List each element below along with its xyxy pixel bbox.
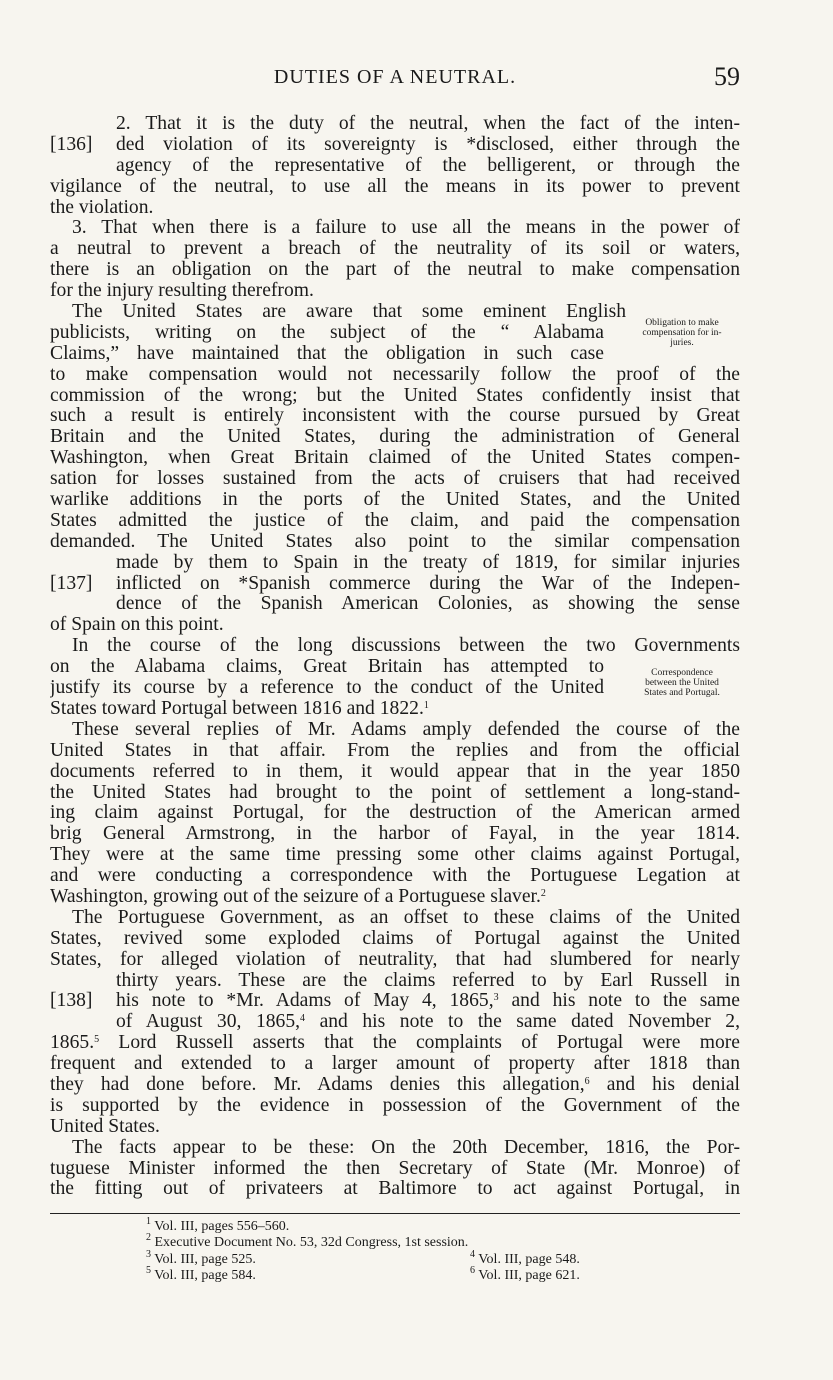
- page-header: [50, 62, 740, 96]
- footnote: [146, 1265, 256, 1283]
- footnote-divider: [50, 1213, 740, 1214]
- text-line: They were at the same time pressing some other claims against Portugal,: [50, 845, 740, 866]
- text-line: [50, 574, 740, 595]
- text-line: on the Alabama claims, Great Britain has attempted to: [50, 657, 604, 678]
- footnote-text: Vol. III, page 584.: [154, 1268, 256, 1283]
- text-line: a neutral to prevent a breach of the neutrality of its soil or waters,: [50, 239, 740, 260]
- original-page-marker: [138]: [50, 990, 93, 1012]
- text-line: brig General Armstrong, in the harbor of Fayal, in the year 1814.: [50, 824, 740, 845]
- text-line: [50, 135, 740, 156]
- text-fragment: 1865.: [50, 1033, 95, 1054]
- text-line: dence of the Spanish American Colonies, as showing the sense: [116, 594, 740, 615]
- text-line: the United States had brought to the point of settlement a long-stand-: [50, 782, 740, 803]
- footnote-ref: 4: [300, 1013, 306, 1025]
- side-note-line: juries.: [670, 338, 694, 348]
- text-fragment: his note to *Mr. Adams of May 4, 1865,: [116, 990, 494, 1012]
- text-line: [50, 1012, 740, 1033]
- text-line: warlike additions in the ports of the United States, and the United: [50, 490, 740, 511]
- text-line: The Portuguese Government, as an offset to these claims of the United: [72, 907, 740, 928]
- text-line: tuguese Minister informed the then Secretary of State (Mr. Monroe) of: [50, 1158, 740, 1179]
- side-note-line: Obligation to make: [645, 318, 719, 328]
- body-text: [50, 114, 740, 1200]
- text-line: [50, 1075, 740, 1096]
- text-line: The facts appear to be these: On the 20th December, 1816, the Por-: [72, 1137, 740, 1158]
- footnote-number: 2: [146, 1232, 151, 1243]
- text-fragment: of August 30, 1865,: [116, 1012, 301, 1033]
- text-line: documents referred to in them, it would appear that in the year 1850: [50, 761, 740, 782]
- text-fragment: and his denial: [589, 1074, 740, 1095]
- text-line: publicists, writing on the subject of the “ Alabama: [50, 322, 604, 343]
- footnote-ref: 1: [423, 699, 429, 711]
- side-note-line: compensation for in-: [642, 328, 722, 338]
- text-line: The United States are aware that some eminent English: [72, 302, 626, 323]
- text-line: commission of the wrong; but the United States confidently insist that: [50, 385, 740, 406]
- footnote-number: 3: [146, 1249, 151, 1260]
- text-line: States, for alleged violation of neutrality, that had slumbered for nearly: [50, 949, 740, 970]
- text-line-content: States toward Portugal between 1816 and 1822.: [50, 698, 424, 719]
- running-title: DUTIES OF A NEUTRAL.: [273, 66, 517, 88]
- text-line: States, revived some exploded claims of Portugal against the United: [50, 928, 740, 949]
- side-note-line: between the United: [645, 678, 719, 688]
- side-note-line: Correspondence: [651, 668, 713, 678]
- footnote-text: Executive Document No. 53, 32d Congress, 1st session.: [154, 1235, 469, 1250]
- text-line: demanded. The United States also point to the similar compensation: [50, 531, 740, 552]
- footnote: [146, 1249, 256, 1267]
- text-line: thirty years. These are the claims referred to by Earl Russell in: [116, 970, 740, 991]
- original-page-marker: [136]: [50, 133, 93, 155]
- text-line: 3. That when there is a failure to use all the means in the power of: [72, 218, 740, 239]
- footnote-ref: 2: [540, 887, 546, 899]
- text-line: is supported by the evidence in possession of the Government of the: [50, 1095, 740, 1116]
- text-line: Britain and the United States, during the administration of General: [50, 427, 740, 448]
- text-line: [50, 887, 740, 908]
- text-line: United States in that affair. From the replies and from the official: [50, 740, 740, 761]
- footnote-text: Vol. III, pages 556–560.: [154, 1219, 290, 1234]
- text-line: justify its course by a reference to the conduct of the United: [50, 678, 604, 699]
- text-line: [50, 1033, 740, 1054]
- text-line: for the injury resulting therefrom.: [50, 281, 314, 302]
- text-line: [50, 991, 740, 1012]
- text-fragment: and his note to the same dated November 2,: [305, 1012, 740, 1033]
- text-line: vigilance of the neutral, to use all the means in its power to prevent: [50, 176, 740, 197]
- text-line: These several replies of Mr. Adams amply defended the course of the: [72, 719, 740, 740]
- text-line: frequent and extended to a larger amount of property after 1818 than: [50, 1054, 740, 1075]
- text-line: sation for losses sustained from the acts of cruisers that had received: [50, 469, 740, 490]
- text-fragment: and his note to the same: [498, 990, 740, 1012]
- text-line: [50, 699, 740, 720]
- footnote-number: 5: [146, 1265, 151, 1276]
- text-line: States admitted the justice of the claim, and paid the compensation: [50, 510, 740, 531]
- text-line: and were conducting a correspondence with the Portuguese Legation at: [50, 866, 740, 887]
- text-line: such a result is entirely inconsistent with the course pursued by Great: [50, 406, 740, 427]
- side-note-obligation: [624, 318, 740, 348]
- footnote-number: 1: [146, 1216, 151, 1227]
- text-line: Washington, when Great Britain claimed of the United States compen-: [50, 448, 740, 469]
- text-line: ing claim against Portugal, for the destruction of the American armed: [50, 803, 740, 824]
- text-line-content: Washington, growing out of the seizure of a Portuguese slaver.: [50, 886, 541, 907]
- text-line: of Spain on this point.: [50, 615, 224, 636]
- footnote-ref: 6: [584, 1075, 590, 1087]
- footnote-text: Vol. III, page 621.: [478, 1268, 580, 1283]
- page-number: 59: [714, 62, 740, 91]
- footnote-text: Vol. III, page 525.: [154, 1252, 256, 1267]
- footnote-ref: 5: [94, 1034, 100, 1046]
- text-line: made by them to Spain in the treaty of 1819, for similar injuries: [116, 552, 740, 573]
- footnote-ref: 3: [493, 992, 499, 1004]
- footnote-number: 4: [470, 1249, 475, 1260]
- text-line: to make compensation would not necessarily follow the proof of the: [50, 364, 740, 385]
- footnote: [470, 1249, 580, 1267]
- text-line-content: [116, 991, 740, 1012]
- text-line: In the course of the long discussions between the two Governments: [72, 636, 740, 657]
- text-line: the fitting out of privateers at Baltimore to act against Portugal, in: [50, 1179, 740, 1200]
- text-line-content: inflicted on *Spanish commerce during the War of the Indepen-: [116, 572, 740, 594]
- footnote: [146, 1216, 290, 1234]
- text-line: the violation.: [50, 197, 154, 218]
- text-line: Claims,” have maintained that the obligation in such case: [50, 343, 604, 364]
- side-note-line: States and Portugal.: [644, 688, 720, 698]
- text-line: there is an obligation on the part of the neutral to make compensation: [50, 260, 740, 281]
- text-line: United States.: [50, 1116, 160, 1137]
- text-fragment: Lord Russell asserts that the complaints of Portugal were more: [99, 1033, 740, 1054]
- footnote: [470, 1265, 580, 1283]
- footnote-number: 6: [470, 1265, 475, 1276]
- text-line: agency of the representative of the belligerent, or through the: [116, 155, 740, 176]
- text-line: 2. That it is the duty of the neutral, when the fact of the inten-: [116, 114, 740, 134]
- original-page-marker: [137]: [50, 572, 93, 594]
- text-fragment: they had done before. Mr. Adams denies this allegation,: [50, 1074, 585, 1095]
- text-line-content: ded violation of its sovereignty is *disclosed, either through the: [116, 133, 740, 155]
- footnote: [146, 1232, 469, 1250]
- footnote-text: Vol. III, page 548.: [478, 1252, 580, 1267]
- side-note-correspondence: [624, 668, 740, 698]
